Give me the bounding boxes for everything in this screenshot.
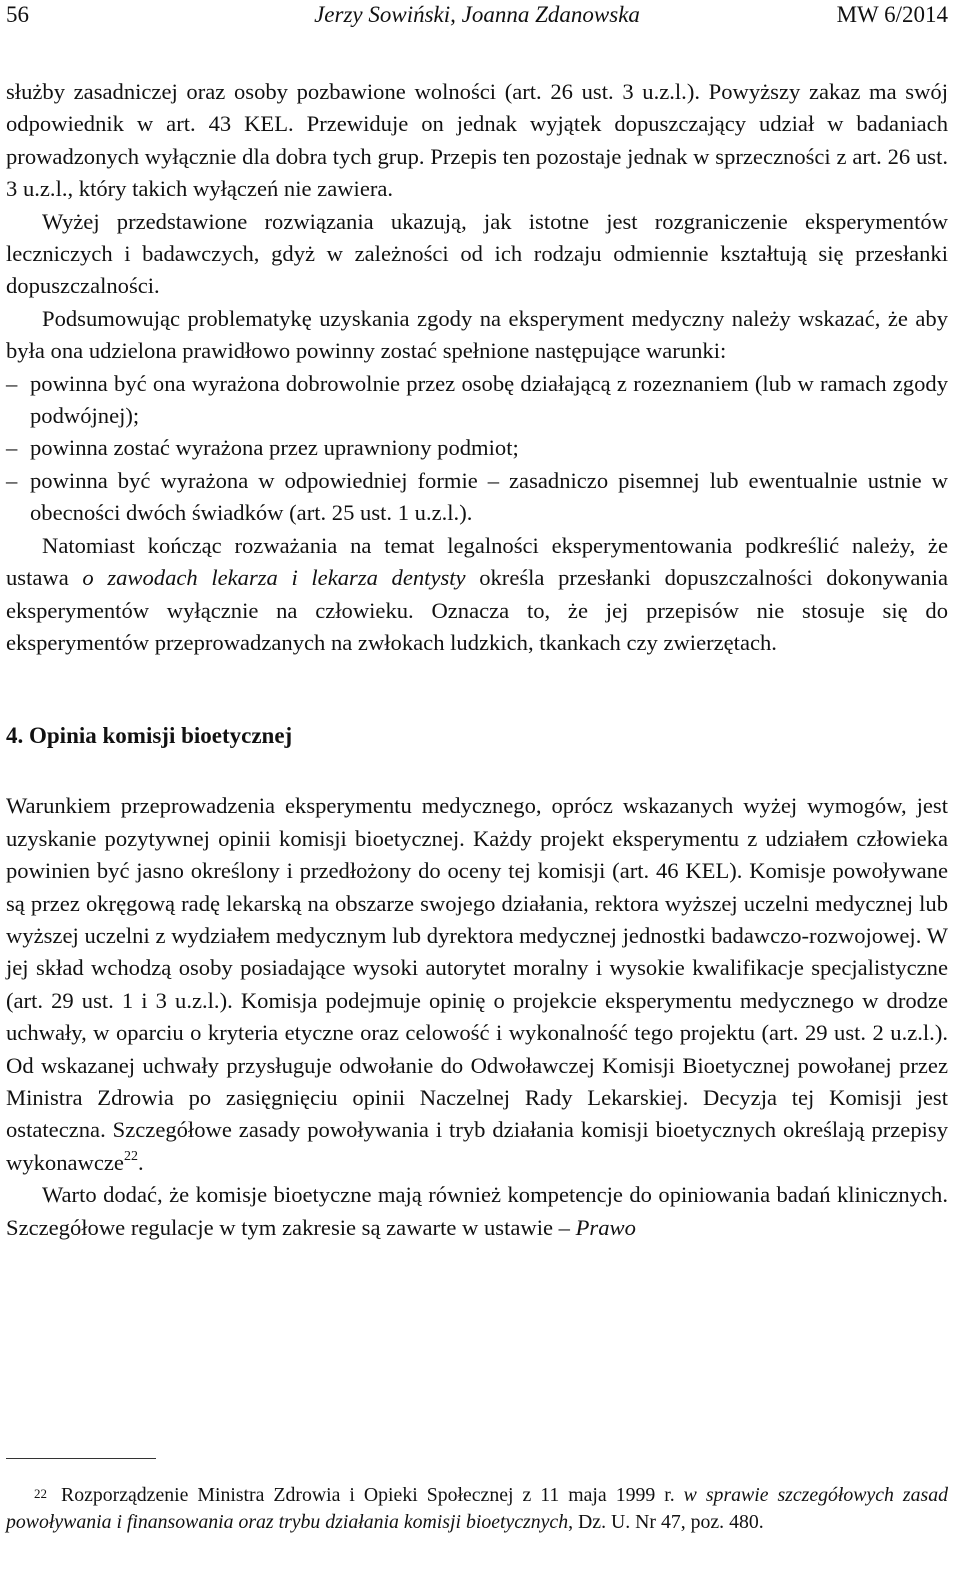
- paragraph-5-text: Warunkiem przeprowadzenia eksperymentu medycznego, oprócz wskazanych wyżej wymogów, jest uzyskanie pozytywnej opinii komisji bioetycznej. Każdy projekt eksperymentu z udziałem człowieka powinien być jasno określony i przedłożony do oceny tej komisji (art. 46 KEL). Komisje powoływane są przez okręgową radę lekarską na obszarze swojego działania, rektora wyższej uczelni medycznej lub wyższej uczelni z wydziałem medycznym lub dyrektora medycznej jednostki badawczo-rozwojowej. W jej skład wchodzą osoby posiadające wysoki autorytet moralny i wysokie kwalifikacje specjalistyczne (art. 29 ust. 1 i 3 u.z.l.). Komisja podejmuje opinię o projekcie eksperymentu medycznego w drodze uchwały, w oparciu o kryteria etyczne oraz celowość i wykonalność tego projektu (art. 29 ust. 2 u.z.l.). Od wskazanej uchwały przysługuje odwołanie do Odwoławczej Komisji Bioetycznej powołanej przez Ministra Zdrowia po zasięgnięciu opinii Naczelnej Rady Lekarskiej. Decyzja tej Komisji jest ostateczna. Szczegółowe zasady powoływania i tryb działania komisji bioetycznych określają przepisy wykonawcze: [6, 793, 948, 1175]
- act-title-prawo: Prawo: [575, 1214, 636, 1240]
- paragraph-3: Podsumowując problematykę uzyskania zgody na eksperyment medyczny należy wskazać, że aby była ona udzielona prawidłowo powinny zostać spełnione następujące warunki:: [6, 305, 948, 364]
- footnote-reference[interactable]: 22: [123, 1148, 138, 1164]
- paragraph-5-end: .: [137, 1149, 144, 1175]
- paragraph-2: Wyżej przedstawione rozwiązania ukazują, jak istotne jest rozgraniczenie eksperymentów leczniczych i badawczych, gdyż w zależności od ich rodzaju odmiennie kształtują się przesłanki dopuszczalności.: [6, 208, 948, 299]
- page-number: 56: [6, 2, 29, 27]
- list-item: – powinna być wyrażona w odpowiedniej formie – zasadniczo pisemnej lub ewentualnie ustnie w obecności dwóch świadków (art. 25 ust. 1 u.z.l.).: [6, 465, 948, 530]
- paragraph-4-text-a: Natomiast kończąc rozważania na temat legalności eksperymentowania podkreślić należy, że ustawa: [6, 532, 948, 591]
- body-text: [6, 76, 948, 1244]
- act-title: o zawodach lekarza i lekarza dentysty: [82, 565, 466, 591]
- footnote-italic-title: w sprawie szczegółowych zasad powoływania i finansowania oraz trybu działania komisji bioetycznych: [6, 1484, 948, 1533]
- paragraph-4-text-b: określa przesłanki dopuszczalności dokonywania eksperymentów wyłącznie na człowieku. Oznacza to, że jej przepisów nie stosuje się do eksperymentów przeprowadzanych na zwłokach ludzkich, tkankach czy zwierzętach.: [6, 565, 949, 655]
- list-item: – powinna zostać wyrażona przez uprawniony podmiot;: [6, 432, 948, 464]
- conditions-list: [6, 368, 948, 530]
- list-item: – powinna być ona wyrażona dobrowolnie przez osobę działającą z rozeznaniem (lub w ramach zgody podwójnej);: [6, 368, 948, 433]
- document-page: [6, 0, 949, 1533]
- footnote-number: 22: [34, 1486, 47, 1501]
- paragraph-6: [6, 1179, 948, 1244]
- paragraph-1: służby zasadniczej oraz osoby pozbawione wolności (art. 26 ust. 3 u.z.l.). Powyższy zakaz ma swój odpowiednik w art. 43 KEL. Przewiduje on jednak wyjątek dopuszczający udział w badaniach prowadzonych wyłącznie dla dobra tych grup. Przepis ten pozostaje jednak w sprzeczności z art. 26 ust. 3 u.z.l., który takich wyłączeń nie zawiera.: [6, 79, 948, 202]
- paragraph-4: [6, 530, 948, 660]
- footnote-text-a: Rozporządzenie Ministra Zdrowia i Opieki Społecznej z 11 maja 1999 r.: [61, 1484, 684, 1506]
- header-journal: MW 6/2014: [836, 2, 948, 27]
- footnote-divider: [6, 1458, 156, 1459]
- running-header: [6, 0, 948, 40]
- paragraph-6-text: Warto dodać, że komisje bioetyczne mają również kompetencje do opiniowania badań klinicznych. Szczegółowe regulacje w tym zakresie są zawarte w ustawie –: [6, 1182, 948, 1240]
- paragraph-5: [6, 790, 948, 1179]
- section-title: 4. Opinia komisji bioetycznej: [6, 723, 293, 749]
- footnote: [6, 1482, 948, 1536]
- header-authors: Jerzy Sowiński, Joanna Zdanowska: [314, 2, 640, 27]
- footnote-text-b: , Dz. U. Nr 47, poz. 480.: [568, 1511, 764, 1533]
